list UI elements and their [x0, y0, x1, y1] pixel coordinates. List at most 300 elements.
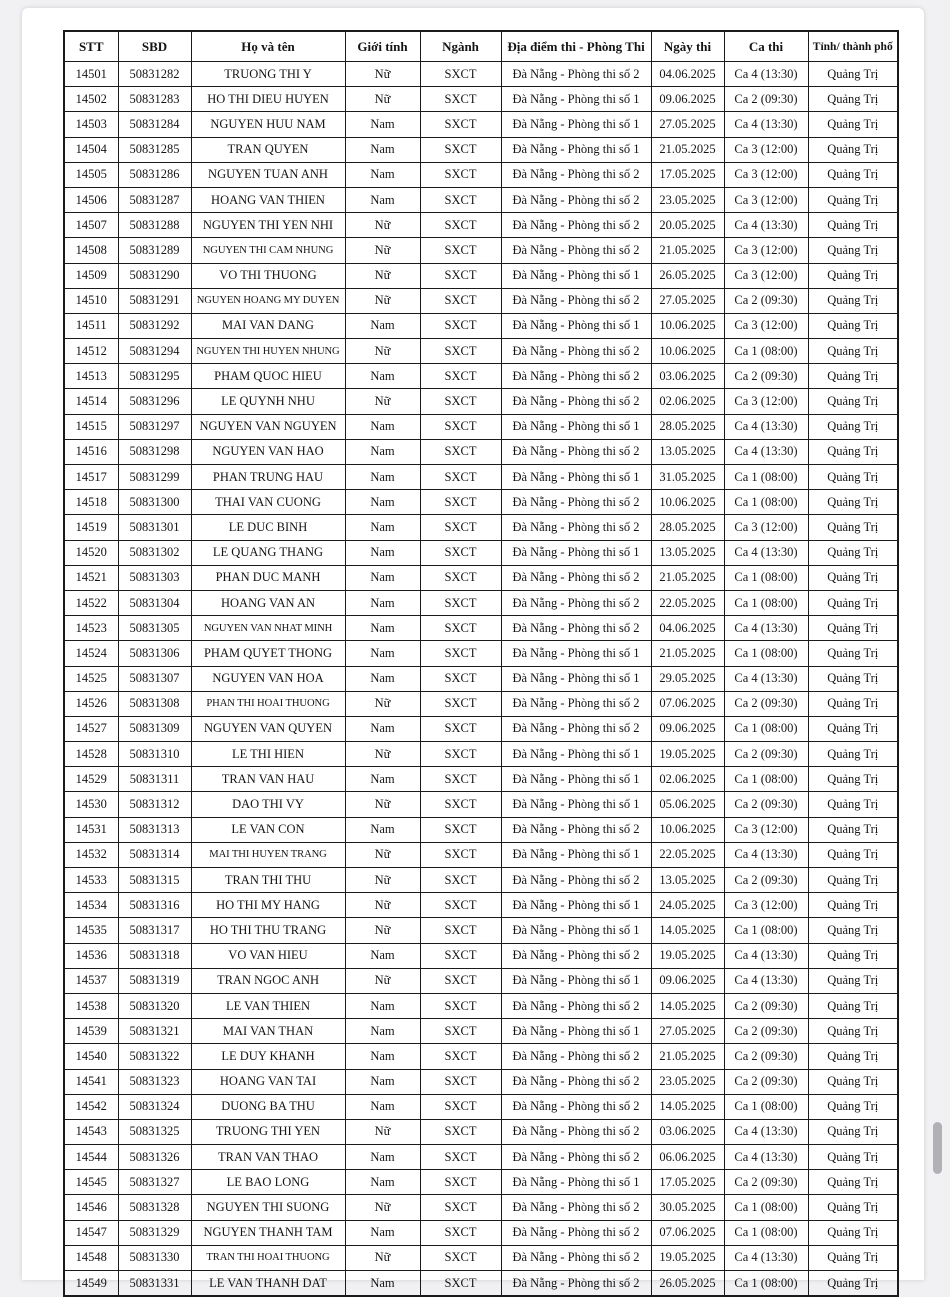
cell-site: Đà Nẵng - Phòng thi số 2: [501, 590, 651, 615]
cell-gender: Nam: [345, 187, 420, 212]
cell-major: SXCT: [420, 943, 501, 968]
cell-stt: 14501: [64, 62, 118, 87]
table-row: [64, 1145, 898, 1170]
vertical-scrollbar-thumb[interactable]: [933, 1122, 942, 1174]
cell-sbd: 50831286: [118, 162, 191, 187]
cell-site: Đà Nẵng - Phòng thi số 1: [501, 742, 651, 767]
table-row: [64, 868, 898, 893]
cell-major: SXCT: [420, 565, 501, 590]
cell-date: 10.06.2025: [651, 339, 724, 364]
cell-major: SXCT: [420, 1170, 501, 1195]
cell-major: SXCT: [420, 817, 501, 842]
cell-site: Đà Nẵng - Phòng thi số 2: [501, 817, 651, 842]
table-row: [64, 364, 898, 389]
cell-province: Quảng Trị: [808, 666, 898, 691]
cell-major: SXCT: [420, 1271, 501, 1297]
cell-province: Quảng Trị: [808, 868, 898, 893]
cell-name: PHAM QUYET THONG: [191, 641, 345, 666]
cell-stt: 14540: [64, 1044, 118, 1069]
cell-stt: 14541: [64, 1069, 118, 1094]
column-header-site: Địa điểm thi - Phòng Thi: [501, 31, 651, 62]
cell-gender: Nữ: [345, 968, 420, 993]
table-row: [64, 1044, 898, 1069]
cell-name: HO THI THU TRANG: [191, 918, 345, 943]
cell-site: Đà Nẵng - Phòng thi số 1: [501, 918, 651, 943]
cell-date: 02.06.2025: [651, 389, 724, 414]
table-row: [64, 414, 898, 439]
cell-gender: Nam: [345, 666, 420, 691]
cell-province: Quảng Trị: [808, 1044, 898, 1069]
cell-shift: Ca 4 (13:30): [724, 1145, 808, 1170]
cell-site: Đà Nẵng - Phòng thi số 2: [501, 1119, 651, 1144]
cell-major: SXCT: [420, 62, 501, 87]
cell-name: LE VAN CON: [191, 817, 345, 842]
cell-province: Quảng Trị: [808, 817, 898, 842]
cell-major: SXCT: [420, 1044, 501, 1069]
cell-stt: 14505: [64, 162, 118, 187]
cell-name: MAI VAN DANG: [191, 313, 345, 338]
cell-province: Quảng Trị: [808, 1069, 898, 1094]
cell-site: Đà Nẵng - Phòng thi số 2: [501, 1044, 651, 1069]
table-row: [64, 1245, 898, 1270]
table-row: [64, 313, 898, 338]
table-row: [64, 1119, 898, 1144]
cell-gender: Nam: [345, 112, 420, 137]
cell-shift: Ca 2 (09:30): [724, 993, 808, 1018]
cell-gender: Nam: [345, 137, 420, 162]
cell-major: SXCT: [420, 389, 501, 414]
cell-shift: Ca 3 (12:00): [724, 389, 808, 414]
cell-date: 10.06.2025: [651, 817, 724, 842]
cell-shift: Ca 1 (08:00): [724, 465, 808, 490]
cell-major: SXCT: [420, 993, 501, 1018]
cell-major: SXCT: [420, 918, 501, 943]
cell-province: Quảng Trị: [808, 465, 898, 490]
cell-province: Quảng Trị: [808, 490, 898, 515]
table-row: [64, 893, 898, 918]
cell-date: 22.05.2025: [651, 590, 724, 615]
cell-gender: Nam: [345, 1170, 420, 1195]
cell-gender: Nam: [345, 540, 420, 565]
table-row: [64, 515, 898, 540]
cell-site: Đà Nẵng - Phòng thi số 1: [501, 87, 651, 112]
cell-gender: Nam: [345, 767, 420, 792]
table-row: [64, 590, 898, 615]
table-row: [64, 1170, 898, 1195]
cell-stt: 14510: [64, 288, 118, 313]
cell-site: Đà Nẵng - Phòng thi số 2: [501, 716, 651, 741]
cell-name: TRAN VAN HAU: [191, 767, 345, 792]
cell-province: Quảng Trị: [808, 389, 898, 414]
cell-shift: Ca 3 (12:00): [724, 817, 808, 842]
cell-stt: 14513: [64, 364, 118, 389]
cell-province: Quảng Trị: [808, 641, 898, 666]
cell-date: 30.05.2025: [651, 1195, 724, 1220]
cell-stt: 14512: [64, 339, 118, 364]
cell-name: NGUYEN THI SUONG: [191, 1195, 345, 1220]
cell-stt: 14536: [64, 943, 118, 968]
cell-shift: Ca 2 (09:30): [724, 742, 808, 767]
cell-stt: 14531: [64, 817, 118, 842]
cell-gender: Nam: [345, 817, 420, 842]
cell-major: SXCT: [420, 691, 501, 716]
cell-province: Quảng Trị: [808, 993, 898, 1018]
cell-name: LE VAN THANH DAT: [191, 1271, 345, 1297]
cell-shift: Ca 4 (13:30): [724, 540, 808, 565]
cell-name: NGUYEN THI YEN NHI: [191, 213, 345, 238]
cell-gender: Nam: [345, 465, 420, 490]
cell-sbd: 50831328: [118, 1195, 191, 1220]
cell-date: 21.05.2025: [651, 137, 724, 162]
cell-name: NGUYEN VAN NHAT MINH: [191, 616, 345, 641]
cell-site: Đà Nẵng - Phòng thi số 1: [501, 792, 651, 817]
cell-province: Quảng Trị: [808, 439, 898, 464]
cell-site: Đà Nẵng - Phòng thi số 1: [501, 1019, 651, 1044]
cell-shift: Ca 1 (08:00): [724, 918, 808, 943]
cell-major: SXCT: [420, 1195, 501, 1220]
cell-stt: 14506: [64, 187, 118, 212]
cell-site: Đà Nẵng - Phòng thi số 2: [501, 439, 651, 464]
cell-shift: Ca 2 (09:30): [724, 691, 808, 716]
cell-stt: 14534: [64, 893, 118, 918]
cell-province: Quảng Trị: [808, 213, 898, 238]
cell-sbd: 50831316: [118, 893, 191, 918]
cell-major: SXCT: [420, 414, 501, 439]
cell-name: NGUYEN THI CAM NHUNG: [191, 238, 345, 263]
cell-province: Quảng Trị: [808, 616, 898, 641]
cell-stt: 14539: [64, 1019, 118, 1044]
cell-date: 21.05.2025: [651, 641, 724, 666]
cell-date: 17.05.2025: [651, 1170, 724, 1195]
cell-name: HOANG VAN AN: [191, 590, 345, 615]
cell-province: Quảng Trị: [808, 515, 898, 540]
cell-name: TRAN THI HOAI THUONG: [191, 1245, 345, 1270]
cell-sbd: 50831318: [118, 943, 191, 968]
cell-stt: 14528: [64, 742, 118, 767]
cell-province: Quảng Trị: [808, 238, 898, 263]
cell-shift: Ca 1 (08:00): [724, 641, 808, 666]
cell-gender: Nam: [345, 1044, 420, 1069]
cell-sbd: 50831294: [118, 339, 191, 364]
cell-date: 14.05.2025: [651, 993, 724, 1018]
cell-province: Quảng Trị: [808, 137, 898, 162]
cell-shift: Ca 4 (13:30): [724, 439, 808, 464]
cell-province: Quảng Trị: [808, 893, 898, 918]
cell-sbd: 50831288: [118, 213, 191, 238]
cell-site: Đà Nẵng - Phòng thi số 1: [501, 112, 651, 137]
cell-sbd: 50831323: [118, 1069, 191, 1094]
cell-gender: Nam: [345, 565, 420, 590]
cell-name: LE DUY KHANH: [191, 1044, 345, 1069]
cell-date: 20.05.2025: [651, 213, 724, 238]
table-row: [64, 1069, 898, 1094]
cell-shift: Ca 2 (09:30): [724, 1044, 808, 1069]
cell-major: SXCT: [420, 1094, 501, 1119]
cell-sbd: 50831312: [118, 792, 191, 817]
cell-shift: Ca 1 (08:00): [724, 339, 808, 364]
cell-name: HOANG VAN TAI: [191, 1069, 345, 1094]
cell-stt: 14516: [64, 439, 118, 464]
cell-major: SXCT: [420, 1145, 501, 1170]
cell-site: Đà Nẵng - Phòng thi số 2: [501, 213, 651, 238]
cell-gender: Nam: [345, 1094, 420, 1119]
table-row: [64, 1019, 898, 1044]
cell-shift: Ca 1 (08:00): [724, 716, 808, 741]
cell-sbd: 50831282: [118, 62, 191, 87]
cell-province: Quảng Trị: [808, 1119, 898, 1144]
table-row: [64, 238, 898, 263]
cell-gender: Nữ: [345, 742, 420, 767]
cell-gender: Nữ: [345, 238, 420, 263]
cell-major: SXCT: [420, 490, 501, 515]
cell-gender: Nữ: [345, 1245, 420, 1270]
cell-date: 26.05.2025: [651, 263, 724, 288]
cell-major: SXCT: [420, 767, 501, 792]
cell-province: Quảng Trị: [808, 565, 898, 590]
cell-name: NGUYEN HOANG MY DUYEN: [191, 288, 345, 313]
cell-gender: Nữ: [345, 1119, 420, 1144]
cell-name: PHAM QUOC HIEU: [191, 364, 345, 389]
cell-sbd: 50831285: [118, 137, 191, 162]
cell-shift: Ca 2 (09:30): [724, 87, 808, 112]
cell-name: TRUONG THI YEN: [191, 1119, 345, 1144]
cell-date: 09.06.2025: [651, 968, 724, 993]
cell-sbd: 50831297: [118, 414, 191, 439]
cell-gender: Nữ: [345, 792, 420, 817]
cell-province: Quảng Trị: [808, 62, 898, 87]
cell-stt: 14514: [64, 389, 118, 414]
cell-name: NGUYEN VAN NGUYEN: [191, 414, 345, 439]
cell-stt: 14543: [64, 1119, 118, 1144]
cell-stt: 14542: [64, 1094, 118, 1119]
cell-province: Quảng Trị: [808, 339, 898, 364]
cell-date: 23.05.2025: [651, 187, 724, 212]
document-page: [22, 8, 924, 1290]
cell-sbd: 50831310: [118, 742, 191, 767]
column-header-date: Ngày thi: [651, 31, 724, 62]
cell-gender: Nữ: [345, 288, 420, 313]
cell-site: Đà Nẵng - Phòng thi số 1: [501, 767, 651, 792]
cell-site: Đà Nẵng - Phòng thi số 2: [501, 364, 651, 389]
cell-stt: 14545: [64, 1170, 118, 1195]
table-row: [64, 767, 898, 792]
cell-site: Đà Nẵng - Phòng thi số 2: [501, 1145, 651, 1170]
cell-shift: Ca 1 (08:00): [724, 1220, 808, 1245]
cell-site: Đà Nẵng - Phòng thi số 2: [501, 1220, 651, 1245]
cell-date: 19.05.2025: [651, 943, 724, 968]
cell-name: NGUYEN THANH TAM: [191, 1220, 345, 1245]
cell-major: SXCT: [420, 1220, 501, 1245]
cell-gender: Nữ: [345, 842, 420, 867]
cell-shift: Ca 3 (12:00): [724, 263, 808, 288]
cell-site: Đà Nẵng - Phòng thi số 2: [501, 1195, 651, 1220]
table-row: [64, 288, 898, 313]
cell-stt: 14526: [64, 691, 118, 716]
cell-major: SXCT: [420, 465, 501, 490]
cell-site: Đà Nẵng - Phòng thi số 1: [501, 842, 651, 867]
cell-date: 27.05.2025: [651, 1019, 724, 1044]
cell-gender: Nữ: [345, 868, 420, 893]
cell-major: SXCT: [420, 1119, 501, 1144]
cell-date: 06.06.2025: [651, 1145, 724, 1170]
cell-stt: 14519: [64, 515, 118, 540]
cell-shift: Ca 4 (13:30): [724, 213, 808, 238]
cell-stt: 14522: [64, 590, 118, 615]
table-row: [64, 213, 898, 238]
cell-major: SXCT: [420, 1245, 501, 1270]
cell-site: Đà Nẵng - Phòng thi số 2: [501, 691, 651, 716]
cell-shift: Ca 4 (13:30): [724, 968, 808, 993]
cell-shift: Ca 4 (13:30): [724, 616, 808, 641]
cell-date: 17.05.2025: [651, 162, 724, 187]
cell-shift: Ca 2 (09:30): [724, 1019, 808, 1044]
cell-site: Đà Nẵng - Phòng thi số 1: [501, 313, 651, 338]
cell-name: NGUYEN VAN QUYEN: [191, 716, 345, 741]
cell-major: SXCT: [420, 313, 501, 338]
cell-sbd: 50831311: [118, 767, 191, 792]
cell-date: 13.05.2025: [651, 868, 724, 893]
table-row: [64, 339, 898, 364]
cell-site: Đà Nẵng - Phòng thi số 2: [501, 515, 651, 540]
cell-name: TRAN THI THU: [191, 868, 345, 893]
cell-stt: 14535: [64, 918, 118, 943]
cell-stt: 14509: [64, 263, 118, 288]
cell-shift: Ca 3 (12:00): [724, 893, 808, 918]
cell-stt: 14521: [64, 565, 118, 590]
cell-major: SXCT: [420, 515, 501, 540]
cell-stt: 14546: [64, 1195, 118, 1220]
cell-site: Đà Nẵng - Phòng thi số 2: [501, 490, 651, 515]
cell-major: SXCT: [420, 893, 501, 918]
cell-site: Đà Nẵng - Phòng thi số 1: [501, 137, 651, 162]
cell-date: 14.05.2025: [651, 918, 724, 943]
cell-province: Quảng Trị: [808, 918, 898, 943]
cell-site: Đà Nẵng - Phòng thi số 2: [501, 162, 651, 187]
table-row: [64, 641, 898, 666]
cell-site: Đà Nẵng - Phòng thi số 1: [501, 641, 651, 666]
cell-gender: Nữ: [345, 263, 420, 288]
cell-date: 27.05.2025: [651, 112, 724, 137]
cell-major: SXCT: [420, 263, 501, 288]
table-row: [64, 263, 898, 288]
cell-site: Đà Nẵng - Phòng thi số 2: [501, 187, 651, 212]
cell-name: PHAN TRUNG HAU: [191, 465, 345, 490]
cell-gender: Nam: [345, 1271, 420, 1297]
cell-name: TRAN VAN THAO: [191, 1145, 345, 1170]
cell-stt: 14530: [64, 792, 118, 817]
cell-site: Đà Nẵng - Phòng thi số 2: [501, 288, 651, 313]
cell-province: Quảng Trị: [808, 1170, 898, 1195]
cell-stt: 14527: [64, 716, 118, 741]
cell-site: Đà Nẵng - Phòng thi số 2: [501, 1271, 651, 1297]
cell-name: HOANG VAN THIEN: [191, 187, 345, 212]
cell-date: 10.06.2025: [651, 313, 724, 338]
cell-name: LE QUANG THANG: [191, 540, 345, 565]
cell-sbd: 50831330: [118, 1245, 191, 1270]
cell-sbd: 50831307: [118, 666, 191, 691]
cell-province: Quảng Trị: [808, 162, 898, 187]
cell-shift: Ca 2 (09:30): [724, 1170, 808, 1195]
cell-gender: Nam: [345, 515, 420, 540]
table-row: [64, 792, 898, 817]
cell-major: SXCT: [420, 339, 501, 364]
cell-shift: Ca 1 (08:00): [724, 1195, 808, 1220]
cell-gender: Nam: [345, 364, 420, 389]
cell-province: Quảng Trị: [808, 943, 898, 968]
cell-gender: Nam: [345, 313, 420, 338]
cell-date: 21.05.2025: [651, 565, 724, 590]
cell-name: MAI VAN THAN: [191, 1019, 345, 1044]
cell-major: SXCT: [420, 1069, 501, 1094]
table-row: [64, 87, 898, 112]
cell-major: SXCT: [420, 364, 501, 389]
cell-stt: 14523: [64, 616, 118, 641]
table-row: [64, 616, 898, 641]
cell-date: 21.05.2025: [651, 238, 724, 263]
cell-sbd: 50831284: [118, 112, 191, 137]
cell-date: 09.06.2025: [651, 87, 724, 112]
table-row: [64, 389, 898, 414]
table-row: [64, 540, 898, 565]
cell-sbd: 50831324: [118, 1094, 191, 1119]
cell-shift: Ca 3 (12:00): [724, 238, 808, 263]
cell-date: 04.06.2025: [651, 62, 724, 87]
cell-sbd: 50831321: [118, 1019, 191, 1044]
table-row: [64, 162, 898, 187]
cell-sbd: 50831317: [118, 918, 191, 943]
table-row: [64, 993, 898, 1018]
cell-gender: Nam: [345, 439, 420, 464]
cell-stt: 14508: [64, 238, 118, 263]
cell-sbd: 50831292: [118, 313, 191, 338]
cell-sbd: 50831315: [118, 868, 191, 893]
cell-sbd: 50831296: [118, 389, 191, 414]
cell-site: Đà Nẵng - Phòng thi số 1: [501, 893, 651, 918]
cell-province: Quảng Trị: [808, 364, 898, 389]
table-row: [64, 1220, 898, 1245]
cell-gender: Nam: [345, 993, 420, 1018]
cell-sbd: 50831305: [118, 616, 191, 641]
cell-province: Quảng Trị: [808, 742, 898, 767]
cell-gender: Nam: [345, 943, 420, 968]
table-row: [64, 1271, 898, 1297]
cell-province: Quảng Trị: [808, 288, 898, 313]
cell-major: SXCT: [420, 1019, 501, 1044]
cell-date: 23.05.2025: [651, 1069, 724, 1094]
cell-shift: Ca 1 (08:00): [724, 767, 808, 792]
cell-major: SXCT: [420, 238, 501, 263]
cell-gender: Nam: [345, 414, 420, 439]
cell-sbd: 50831306: [118, 641, 191, 666]
cell-major: SXCT: [420, 112, 501, 137]
cell-gender: Nữ: [345, 389, 420, 414]
cell-sbd: 50831331: [118, 1271, 191, 1297]
cell-date: 27.05.2025: [651, 288, 724, 313]
cell-major: SXCT: [420, 288, 501, 313]
cell-shift: Ca 4 (13:30): [724, 666, 808, 691]
cell-gender: Nam: [345, 590, 420, 615]
cell-sbd: 50831289: [118, 238, 191, 263]
cell-gender: Nam: [345, 716, 420, 741]
cell-stt: 14511: [64, 313, 118, 338]
cell-major: SXCT: [420, 187, 501, 212]
cell-major: SXCT: [420, 666, 501, 691]
cell-stt: 14544: [64, 1145, 118, 1170]
column-header-stt: STT: [64, 31, 118, 62]
cell-stt: 14503: [64, 112, 118, 137]
cell-province: Quảng Trị: [808, 87, 898, 112]
cell-major: SXCT: [420, 590, 501, 615]
